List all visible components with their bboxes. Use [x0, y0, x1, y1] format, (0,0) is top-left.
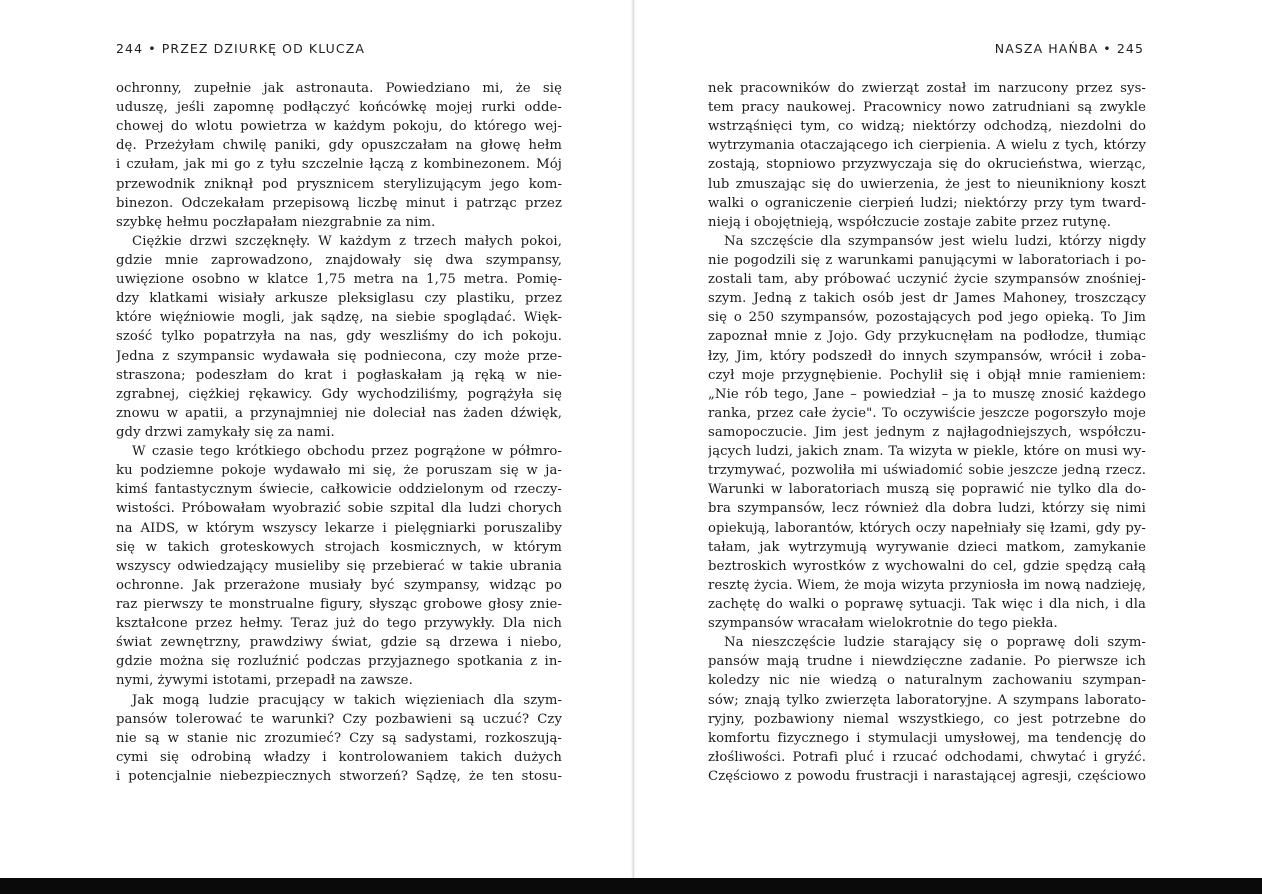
text-line: zachętę do walki o poprawę sytuacji. Tak więc i dla nich, i dla	[708, 596, 1146, 612]
text-line: „Nie rób tego, Jane – powiedział – ja to muszę znosić każdego	[708, 386, 1146, 402]
text-line: W czasie tego krótkiego obchodu przez pogrążone w półmro-	[132, 444, 562, 460]
text-line: beztroskich wyrostków z wychowalni do cel, gdzie spędzą całą	[708, 558, 1146, 574]
text-line: się w takich groteskowych strojach kosmicznych, w którym	[116, 539, 562, 555]
text-line: szybkę hełmu poczłapałam niezgrabnie za nim.	[116, 214, 436, 230]
text-line: ku podziemne pokoje wydawało mi się, że poruszam się w ja-	[116, 463, 562, 479]
text-line: świat zewnętrzny, prawdziwy świat, gdzie są drzewa i niebo,	[116, 635, 562, 651]
text-line: uduszę, jeśli zapomnę podłączyć końcówkę mojej rurki odde-	[116, 100, 562, 116]
right-body-text	[708, 79, 1146, 786]
text-line: i czułam, jak mi go z tyłu szczelnie łączą z kombinezonem. Mój	[116, 157, 562, 173]
text-line: dzy klatkami wisiały arkusze pleksiglasu czy plastiku, przez	[116, 291, 562, 307]
text-line: się o 250 szympansów, pozostających pod jego opieką. To Jim	[708, 310, 1146, 326]
text-line: lub zmuszając się do uwierzenia, że jest to nieunikniony koszt	[708, 176, 1146, 192]
text-line: wistości. Próbowałam wyobrazić sobie szpital dla ludzi chorych	[116, 501, 562, 517]
text-line: binezon. Odczekałam przepisową liczbę minut i patrząc przez	[116, 195, 562, 211]
text-line: szym. Jedną z takich osób jest dr James Mahoney, troszczący	[708, 291, 1146, 307]
text-line: Ciężkie drzwi szczęknęły. W każdym z trzech małych pokoi,	[132, 233, 562, 249]
text-line: znowu w apatii, a przynajmniej nie doleciał nas żaden dźwięk,	[116, 405, 562, 421]
text-line: nie są w stanie nic zrozumieć? Czy są sadystami, rozkoszują-	[116, 730, 562, 746]
text-line: ryjny, pozbawiony niemal wszystkiego, co jest potrzebne do	[708, 711, 1146, 727]
left-page	[0, 0, 630, 878]
text-line: opiekują, laborantów, których oczy napełniały się łzami, gdy py-	[708, 520, 1146, 536]
text-line: cymi się odrobiną władzy i kontrolowaniem takich dużych	[116, 749, 562, 765]
text-line: trzymywać, pozwoliła mi uświadomić sobie jeszcze jedną rzecz.	[708, 463, 1146, 479]
left-body-text	[116, 79, 562, 786]
text-line: zostają, stopniowo przyzwyczaja się do okrucieństwa, wierząc,	[708, 157, 1146, 173]
text-line: gdzie mnie zaprowadzono, znajdowały się dwa szympansy,	[116, 252, 562, 268]
text-line: dę. Przeżyłam chwilę paniki, gdy opuszczałam na głowę hełm	[116, 138, 562, 154]
text-line: walki o ograniczenie cierpień ludzi; niektórzy przy tym tward-	[708, 195, 1146, 211]
text-line: bra szympansów, lecz również dla dobra ludzi, którzy się nimi	[708, 501, 1146, 517]
text-line: uwięzione osobno w klatce 1,75 metra na 1,75 metra. Pomię-	[116, 272, 562, 288]
right-running-header: NASZA HAŃBA • 245	[994, 41, 1144, 56]
text-line: Na nieszczęście ludzie starający się o poprawę doli szym-	[724, 635, 1146, 651]
scan-bottom-edge	[0, 878, 1262, 894]
book-spine	[631, 0, 635, 878]
text-line: Warunki w laboratoriach muszą się poprawić nie tylko dla do-	[708, 482, 1146, 498]
text-line: szympansów wracałam wielokrotnie do tego piekła.	[708, 616, 1058, 632]
text-line: gdy drzwi zamykały się za nami.	[116, 424, 335, 440]
text-line: zgrabnej, ciężkiej rękawicy. Gdy wychodziliśmy, pogrążyła się	[116, 386, 562, 402]
text-line: straszona; podeszłam do krat i pogłaskałam ją ręką w nie-	[116, 367, 562, 383]
text-line: tem pracy naukowej. Pracownicy nowo zatrudniani są zwykle	[708, 100, 1146, 116]
text-line: Na szczęście dla szympansów jest wielu ludzi, którzy nigdy	[724, 233, 1146, 249]
text-line: czył moje przygnębienie. Pochylił się i objął mnie ramieniem:	[708, 367, 1146, 383]
text-line: pansów tolerować te warunki? Czy pozbawieni są uczuć? Czy	[116, 711, 562, 727]
text-line: nieją i obojętnieją, współczucie zostaje zabite przez rutynę.	[708, 214, 1112, 230]
text-line: szość tylko popatrzyła na nas, gdy weszliśmy do ich pokoju.	[116, 329, 562, 345]
text-line: zapoznał mnie z Jojo. Gdy przykucnęłam na podłodze, tłumiąc	[708, 329, 1146, 345]
text-line: sów; znają tylko zwierzęta laboratoryjne. A szympans laborato-	[708, 692, 1146, 708]
text-line: raz pierwszy te monstrualne figury, słysząc grobowe głosy znie-	[116, 596, 562, 612]
text-line: resztę życia. Wiem, że moja wizyta przyniosła im nową nadzieję,	[708, 577, 1146, 593]
text-line: które więźniowie mogli, jak sądzę, na siebie spoglądać. Więk-	[116, 310, 562, 326]
text-line: nie pogodzili się z warunkami panującymi w laboratoriach i po-	[708, 252, 1146, 268]
text-line: wytrzymania otaczającego ich cierpienia. A wielu z tych, którzy	[708, 138, 1146, 154]
text-line: wstrząśnięci tym, co widzą; niektórzy odchodzą, niezdolni do	[708, 119, 1146, 135]
text-line: gdzie można się rozluźnić podczas przyjaznego spotkania z in-	[116, 654, 562, 670]
text-line: Jak mogą ludzie pracujący w takich więzieniach dla szym-	[132, 692, 562, 708]
text-line: ranka, przez całe życie". To oczywiście jeszcze pogorszyło moje	[708, 405, 1146, 421]
text-line: nek pracowników do zwierząt został im narzucony przez sys-	[708, 81, 1146, 96]
text-line: i potencjalnie niebezpiecznych stworzeń? Sądzę, że ten stosu-	[116, 768, 562, 784]
text-line: tałam, jak wytrzymują wyrywanie dzieci matkom, zamykanie	[708, 539, 1146, 555]
text-line: na AIDS, w którym wszyscy lekarze i pielęgniarki poruszaliby	[116, 520, 562, 536]
text-line: samopoczucie. Jim jest jednym z najłagodniejszych, współczu-	[708, 424, 1146, 440]
text-line: kształcone przez hełmy. Teraz już do tego przywykły. Dla nich	[116, 616, 562, 632]
text-line: jących ludzi, jakich znam. Ta wizyta w piekle, które on musi wy-	[708, 444, 1146, 460]
text-line: złośliwości. Potrafi pluć i rzucać odchodami, chwytać i gryźć.	[708, 749, 1146, 765]
text-line: kimś fantastycznym świecie, całkowicie oddzielonym od rzeczy-	[116, 482, 562, 498]
text-line: Częściowo z powodu frustracji i narastającej agresji, częściowo	[708, 768, 1146, 784]
text-line: pansów mają trudne i niewdzięczne zadanie. Po pierwsze ich	[708, 654, 1146, 670]
text-line: łzy, Jim, który podszedł do innych szympansów, wrócił i zoba-	[708, 348, 1146, 364]
right-page	[636, 0, 1262, 878]
text-line: wszyscy odwiedzający musieliby się przebierać w takie ubrania	[116, 558, 562, 574]
text-line: Jedna z szympansic wydawała się podniecona, czy może prze-	[116, 348, 562, 364]
text-line: zostali tam, aby próbować uczynić życie szympansów znośniej-	[708, 272, 1146, 288]
left-running-header: 244 • PRZEZ DZIURKĘ OD KLUCZA	[116, 41, 366, 56]
text-line: ochronne. Jak przerażone musiały być szympansy, widząc po	[116, 577, 562, 593]
text-line: chowej do wlotu powietrza w każdym pokoju, do którego wej-	[116, 119, 562, 135]
text-line: koledzy nic nie wiedzą o naturalnym zachowaniu szympan-	[708, 673, 1146, 689]
text-line: komfortu fizycznego i stymulacji umysłowej, ma tendencję do	[708, 730, 1146, 746]
text-line: przewodnik zniknął pod prysznicem sterylizującym jego kom-	[116, 176, 562, 192]
text-line: nymi, żywymi istotami, przepadł na zawsze.	[116, 673, 413, 689]
text-line: ochronny, zupełnie jak astronauta. Powiedziano mi, że się	[116, 81, 562, 96]
